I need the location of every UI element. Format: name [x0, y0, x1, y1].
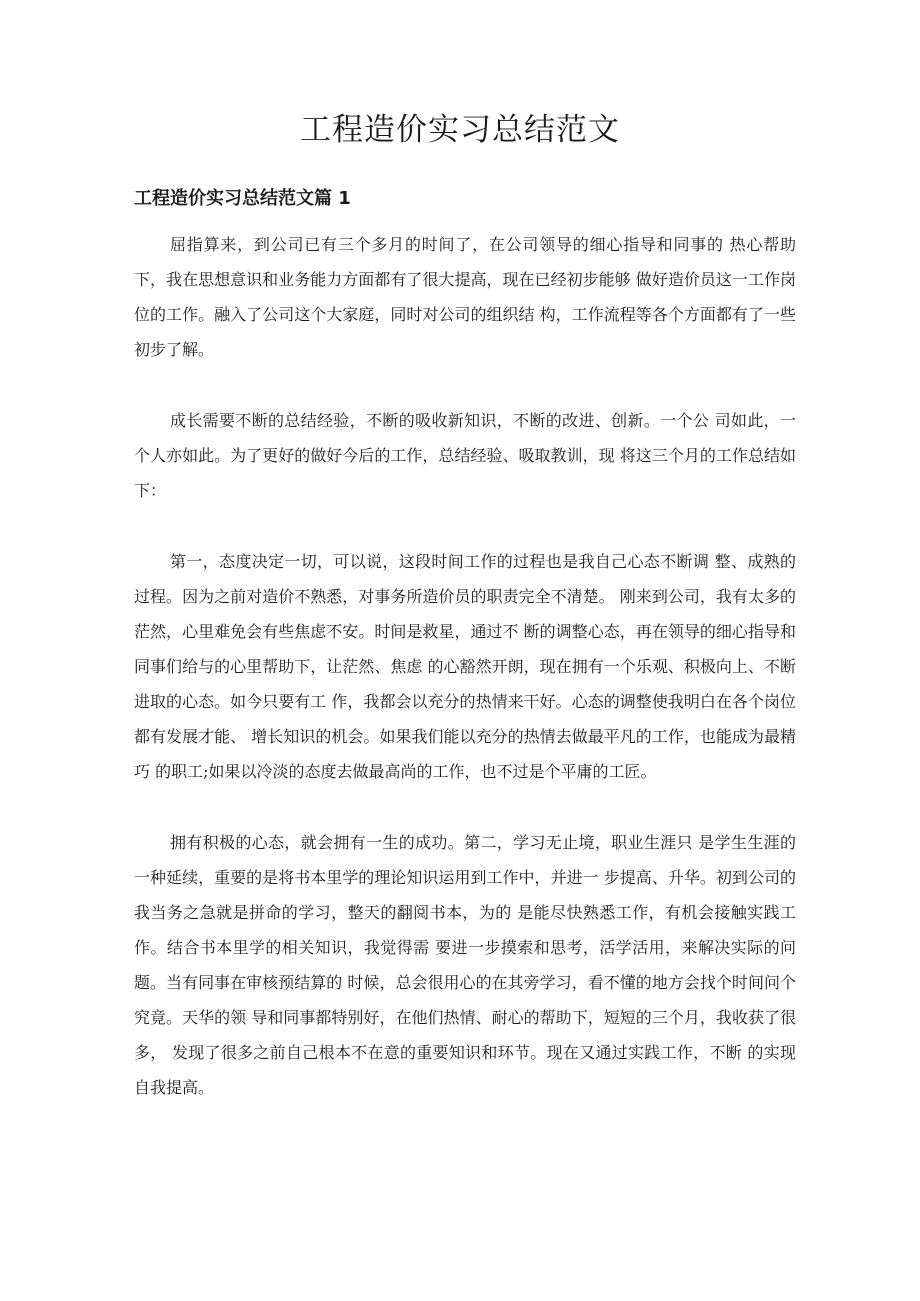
paragraph-1: 屈指算来，到公司已有三个多月的时间了，在公司领导的细心指导和同事的 热心帮助下，我在思想意识和业务能力方面都有了很大提高，现在已经初步能够 做好造价员这一工作岗位的工作。融入了公司这个大家庭，同时对公司的组织结 构，工作流程等各个方面都有了一些初步了解。 [134, 235, 796, 359]
section-heading: 工程造价实习总结范文篇 1 [134, 188, 351, 209]
document-title: 工程造价实习总结范文 [300, 112, 620, 148]
paragraph-4: 拥有积极的心态，就会拥有一生的成功。第二，学习无止境，职业生涯只 是学生生涯的一种延续，重要的是将书本里学的理论知识运用到工作中，并进一 步提高、升华。初到公司的我当务之急就是拼命的学习，整天的翻阅书本，为的 是能尽快熟悉工作，有机会接触实践工作。结合书本里学的相关知识，我觉得需 要进一步摸索和思考，活学活用，来解决实际的问题。当有同事在审核预结算的 时候，总会很用心的在其旁学习，看不懂的地方会找个时间问个究竟。天华的领 导和同事都特别好，在他们热情、耐心的帮助下，短短的三个月，我收获了很多， 发现了很多之前自己根本不在意的重要知识和环节。现在又通过实践工作，不断 的实现自我提高。 [134, 833, 796, 1097]
paragraph-2: 成长需要不断的总结经验，不断的吸收新知识，不断的改进、创新。一个公 司如此，一个人亦如此。为了更好的做好今后的工作，总结经验、吸取教训，现 将这三个月的工作总结如下： [134, 411, 796, 500]
paragraph-3: 第一，态度决定一切，可以说，这段时间工作的过程也是我自己心态不断调 整、成熟的过程。因为之前对造价不熟悉，对事务所造价员的职责完全不清楚。 刚来到公司，我有太多的茫然，心里难免会有些焦虑不安。时间是救星，通过不 断的调整心态，再在领导的细心指导和同事们给与的心里帮助下，让茫然、焦虑 的心豁然开朗，现在拥有一个乐观、积极向上、不断进取的心态。如今只要有工 作，我都会以充分的热情来干好。心态的调整使我明白在各个岗位都有发展才能、 增长知识的机会。如果我们能以充分的热情去做最平凡的工作，也能成为最精巧 的职工;如果以冷淡的态度去做最高尚的工作，也不过是个平庸的工匠。 [134, 552, 796, 781]
document-body [134, 227, 796, 1141]
